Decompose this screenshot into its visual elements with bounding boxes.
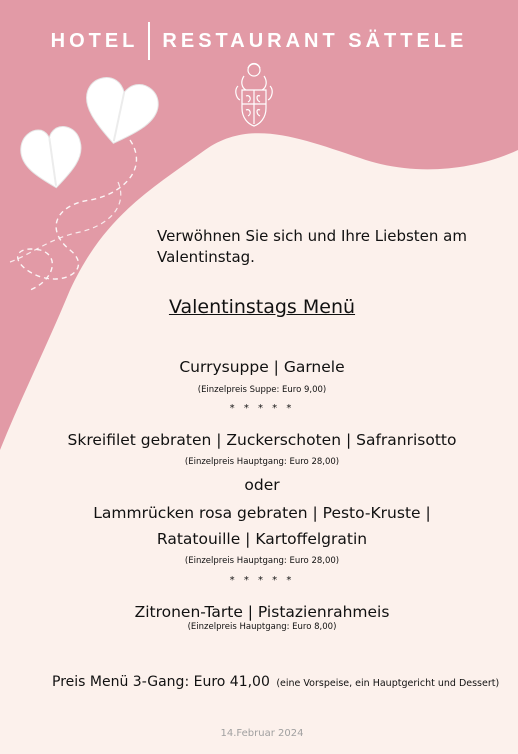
hotel-crest-icon [232,60,276,128]
dessert-price: (Einzelpreis Hauptgang: Euro 8,00) [187,622,337,632]
heart-icon [78,76,162,148]
total-price-note: (eine Vorspeise, ein Hauptgericht und Dessert) [276,678,500,689]
main-dish-2-line-1: Lammrücken rosa gebraten | Pesto-Kruste | [93,504,431,522]
event-date: 14.Februar 2024 [220,728,304,739]
header-restaurant: RESTAURANT SÄTTELE [162,29,468,52]
total-price-label: Preis Menü 3-Gang: Euro 41,00 [52,674,270,690]
starter-price: (Einzelpreis Suppe: Euro 9,00) [197,385,327,395]
main-dish-1: Skreifilet gebraten | Zuckerschoten | Safranrisotto [67,431,457,449]
or-label: oder [244,476,280,494]
main-dish-2-line-2: Ratatouille | Kartoffelgratin [156,530,368,548]
course-separator: * * * * * [229,403,295,414]
hotel-header [0,20,518,62]
main-dish-2-price: (Einzelpreis Hauptgang: Euro 28,00) [184,556,340,566]
starter-dish: Currysuppe | Garnele [179,358,345,376]
header-hotel: HOTEL [50,29,139,52]
menu-title: Valentinstags Menü [168,296,356,318]
menu-total-price [52,674,512,690]
dessert-dish: Zitronen-Tarte | Pistazienrahmeis [134,603,390,621]
main-dish-1-price: (Einzelpreis Hauptgang: Euro 28,00) [184,457,340,467]
heart-icon [16,122,88,192]
course-separator: * * * * * [229,575,295,586]
header-divider [148,22,150,60]
intro-text: Verwöhnen Sie sich und Ihre Liebsten am Valentinstag. [157,227,467,266]
